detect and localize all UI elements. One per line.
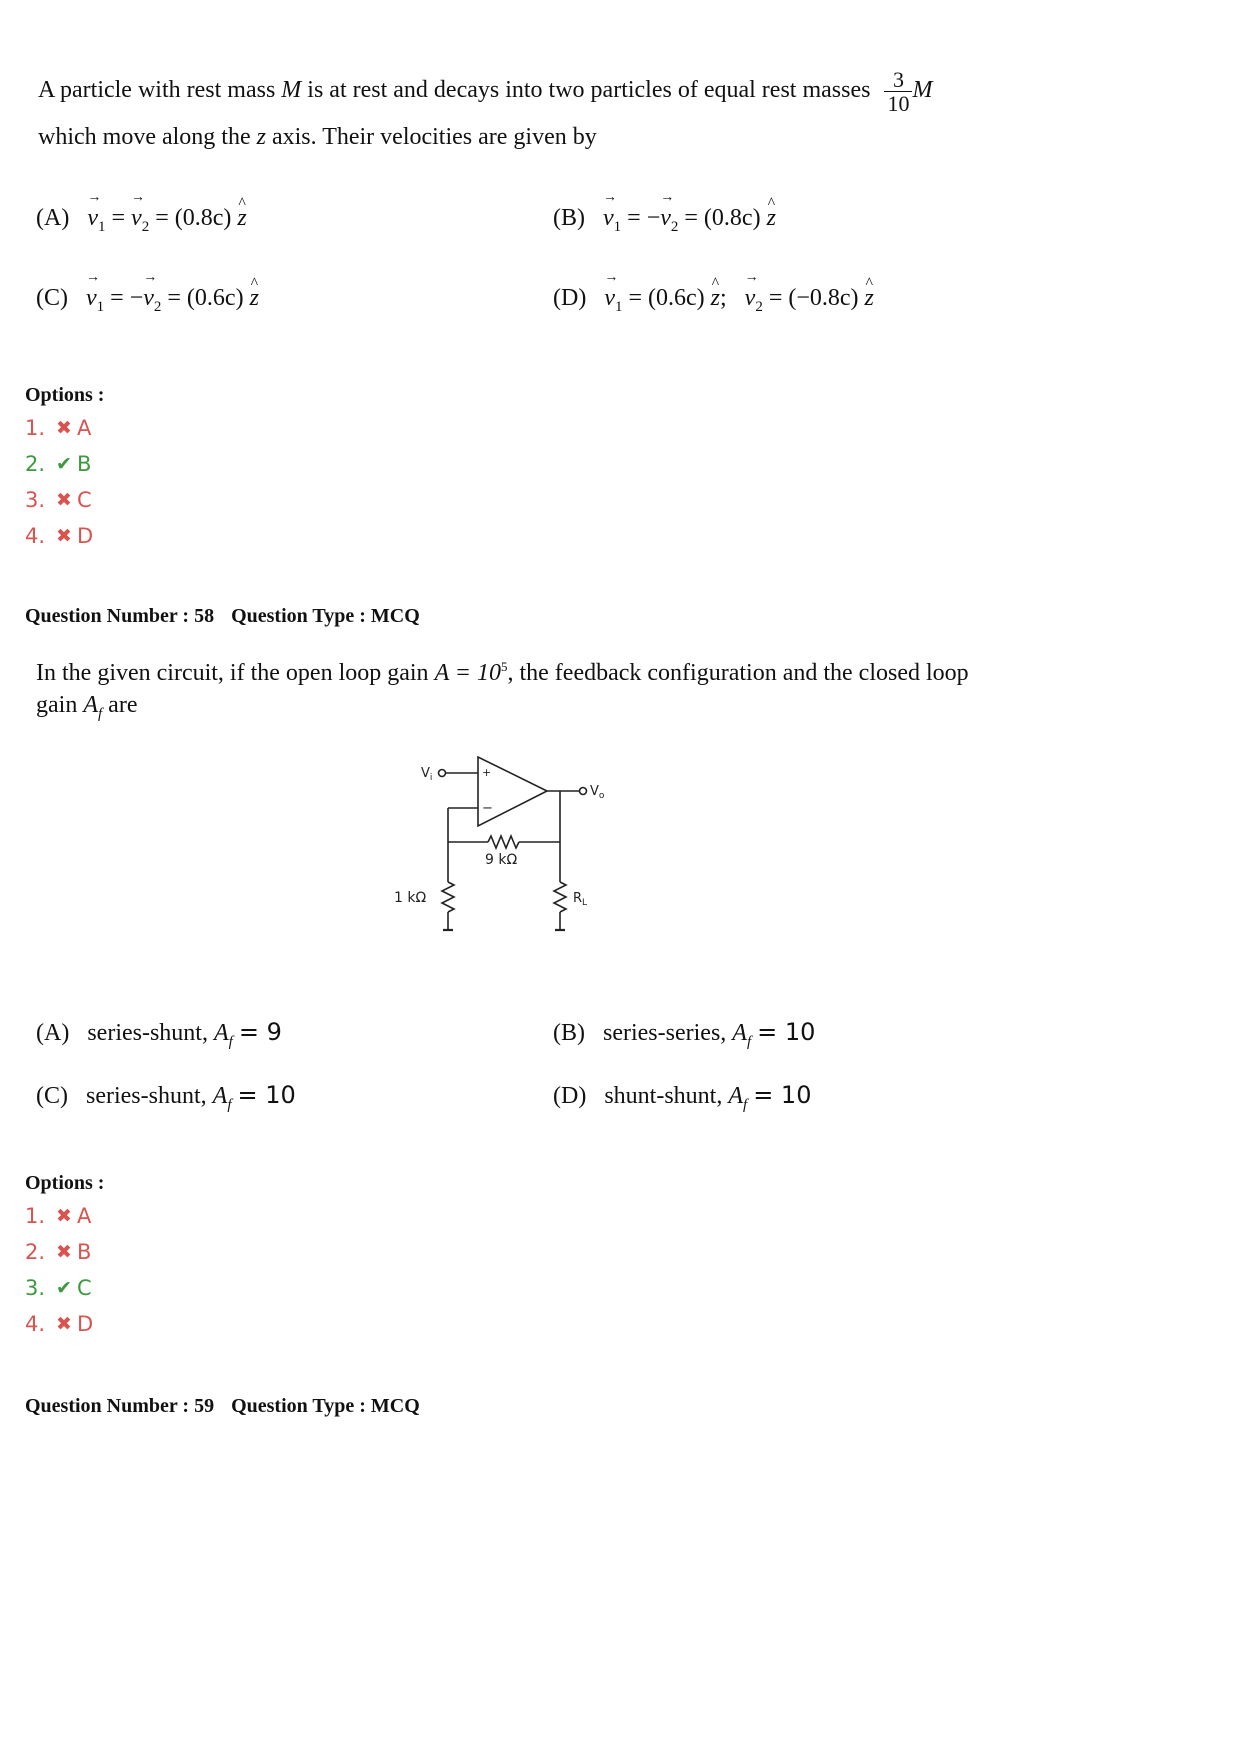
choice-label: (D): [553, 285, 587, 311]
check-icon: ✔: [56, 1277, 72, 1299]
q58-choice-a: [36, 1018, 282, 1051]
choice-expression-b: = (−0.8c): [768, 285, 859, 311]
rl-label: $R_L$: [573, 891, 588, 908]
q58-gain: A = 10: [434, 660, 501, 686]
q57-fraction-den: 10: [887, 91, 910, 117]
rf-resistor: [488, 836, 519, 848]
q57-text-line1: [38, 68, 932, 115]
choice-config: series-shunt,: [87, 1020, 208, 1046]
q59-header: [25, 1395, 420, 1418]
q58-text-b: , the feedback configuration and the closed loop: [507, 660, 969, 686]
rf-label: 9 kΩ: [485, 852, 518, 868]
vi-label: $V_i$: [421, 766, 433, 783]
opamp-circuit-diagram: [380, 750, 630, 940]
q58-choice-c: [36, 1081, 296, 1114]
q57-line2-z: z: [256, 124, 266, 150]
option-letter: D: [77, 1312, 94, 1336]
choice-config: series-shunt,: [86, 1083, 207, 1109]
q57-text-part1: A particle with rest mass: [38, 77, 276, 104]
r1-label: 1 kΩ: [394, 890, 427, 906]
q58-choice-d: [553, 1081, 811, 1114]
choice-expression: = (0.8c): [684, 205, 761, 231]
q57-mass-symbol: M: [281, 77, 302, 104]
choice-af-sub: f: [743, 1096, 748, 1113]
q57-text-line2: [38, 124, 597, 150]
option-letter: C: [77, 1276, 92, 1300]
choice-value: = 10: [753, 1081, 812, 1109]
choice-af: A: [732, 1020, 747, 1046]
cross-icon: ✖: [56, 489, 72, 511]
question-type: Question Type : MCQ: [231, 605, 420, 627]
option-number: 3.: [25, 1276, 46, 1300]
q57-fraction-num: 3: [884, 68, 912, 92]
option-number: 4.: [25, 524, 46, 548]
q57-text-part2: is at rest and decays into two particles of equal rest masses: [307, 77, 871, 104]
option-item[interactable]: [25, 446, 93, 482]
q58-line2: gain: [36, 692, 78, 718]
option-item[interactable]: [25, 1306, 93, 1342]
choice-label: (B): [553, 205, 585, 231]
q57-choice-d: $(D) \to v_1 = (0.6c)$ ^ z; → $v_2 = (-0.8c)$ ^ z: [553, 285, 874, 316]
choice-af: A: [213, 1020, 229, 1046]
q58-text-a: In the given circuit, if the open loop gain: [36, 660, 429, 686]
option-number: 4.: [25, 1312, 46, 1336]
choice-label: (C): [36, 1083, 68, 1109]
q57-fraction-mass: M: [912, 77, 933, 104]
q58-af: A: [83, 692, 98, 718]
cross-icon: ✖: [56, 525, 72, 547]
q58-af-sub: f: [98, 705, 103, 722]
option-item[interactable]: [25, 1234, 93, 1270]
q58-options-header: Options :: [25, 1172, 105, 1194]
option-item[interactable]: [25, 1198, 93, 1234]
q57-line2-b: axis. Their velocities are given by: [271, 124, 597, 150]
choice-value: = 10: [757, 1018, 816, 1046]
choice-label: (B): [553, 1020, 585, 1046]
choice-label: (A): [36, 205, 70, 231]
option-letter: B: [77, 452, 92, 476]
option-letter: A: [77, 1204, 92, 1228]
cross-icon: ✖: [56, 1205, 72, 1227]
q58-line2-end: are: [108, 692, 138, 718]
choice-label: (A): [36, 1020, 70, 1046]
q57-options-header: Options :: [25, 384, 105, 406]
q58-text-line1: [36, 660, 969, 686]
option-item[interactable]: [25, 482, 93, 518]
cross-icon: ✖: [56, 1241, 72, 1263]
vi-terminal: [439, 770, 446, 777]
q58-gain-exponent: 5: [500, 659, 508, 674]
r1-resistor: [442, 882, 454, 912]
question-number: Question Number : 59: [25, 1395, 215, 1417]
check-icon: ✔: [56, 453, 72, 475]
choice-expression: = (0.6c): [167, 285, 244, 311]
choice-label: (D): [553, 1083, 587, 1109]
choice-expression: = (0.8c): [155, 205, 232, 231]
choice-config: shunt-shunt,: [604, 1083, 723, 1109]
option-item[interactable]: [25, 518, 93, 554]
choice-expression-a: = (0.6c): [628, 285, 705, 311]
cross-icon: ✖: [56, 417, 72, 439]
question-type: Question Type : MCQ: [231, 1395, 420, 1417]
q57-options-list: [25, 410, 93, 554]
rl-resistor: [554, 882, 566, 912]
q58-header: [25, 605, 420, 628]
q57-choice-b: $(B) \to v_1$ = −→ $v_2 = (0.8c)$ ^ z: [553, 205, 776, 236]
question-number: Question Number : 58: [25, 605, 215, 627]
choice-af-sub: f: [227, 1096, 232, 1113]
choice-af-sub: f: [746, 1033, 752, 1050]
option-number: 3.: [25, 488, 46, 512]
q57-fraction: [884, 68, 912, 115]
option-item[interactable]: [25, 410, 93, 446]
option-number: 2.: [25, 452, 46, 476]
choice-af: A: [212, 1083, 228, 1109]
option-letter: B: [77, 1240, 92, 1264]
choice-config: series-series,: [603, 1020, 727, 1046]
q57-choice-a: $(A) \to v_1$ = → $v_2 = (0.8c)$ ^ z: [36, 205, 247, 236]
option-letter: D: [77, 524, 94, 548]
choice-label: (C): [36, 285, 68, 311]
option-letter: C: [77, 488, 92, 512]
option-number: 1.: [25, 416, 46, 440]
q58-options-list: [25, 1198, 93, 1342]
choice-value: = 9: [238, 1018, 282, 1046]
q58-text-line2: [36, 692, 137, 722]
option-number: 1.: [25, 1204, 46, 1228]
option-number: 2.: [25, 1240, 46, 1264]
vo-label: $V_o$: [590, 784, 605, 801]
q57-line2-a: which move along the: [38, 124, 251, 150]
q57-choice-c: $(C) \to v_1$ = −→ $v_2 = (0.6c)$ ^ z: [36, 285, 259, 316]
q58-choice-b: [553, 1018, 815, 1051]
minus-sign: −: [482, 801, 493, 816]
plus-sign: +: [482, 766, 492, 779]
choice-af-sub: f: [228, 1033, 233, 1050]
choice-value: = 10: [237, 1081, 296, 1109]
vo-terminal: [580, 788, 587, 795]
option-letter: A: [77, 416, 92, 440]
choice-af: A: [728, 1083, 744, 1109]
option-item[interactable]: [25, 1270, 93, 1306]
cross-icon: ✖: [56, 1313, 72, 1335]
